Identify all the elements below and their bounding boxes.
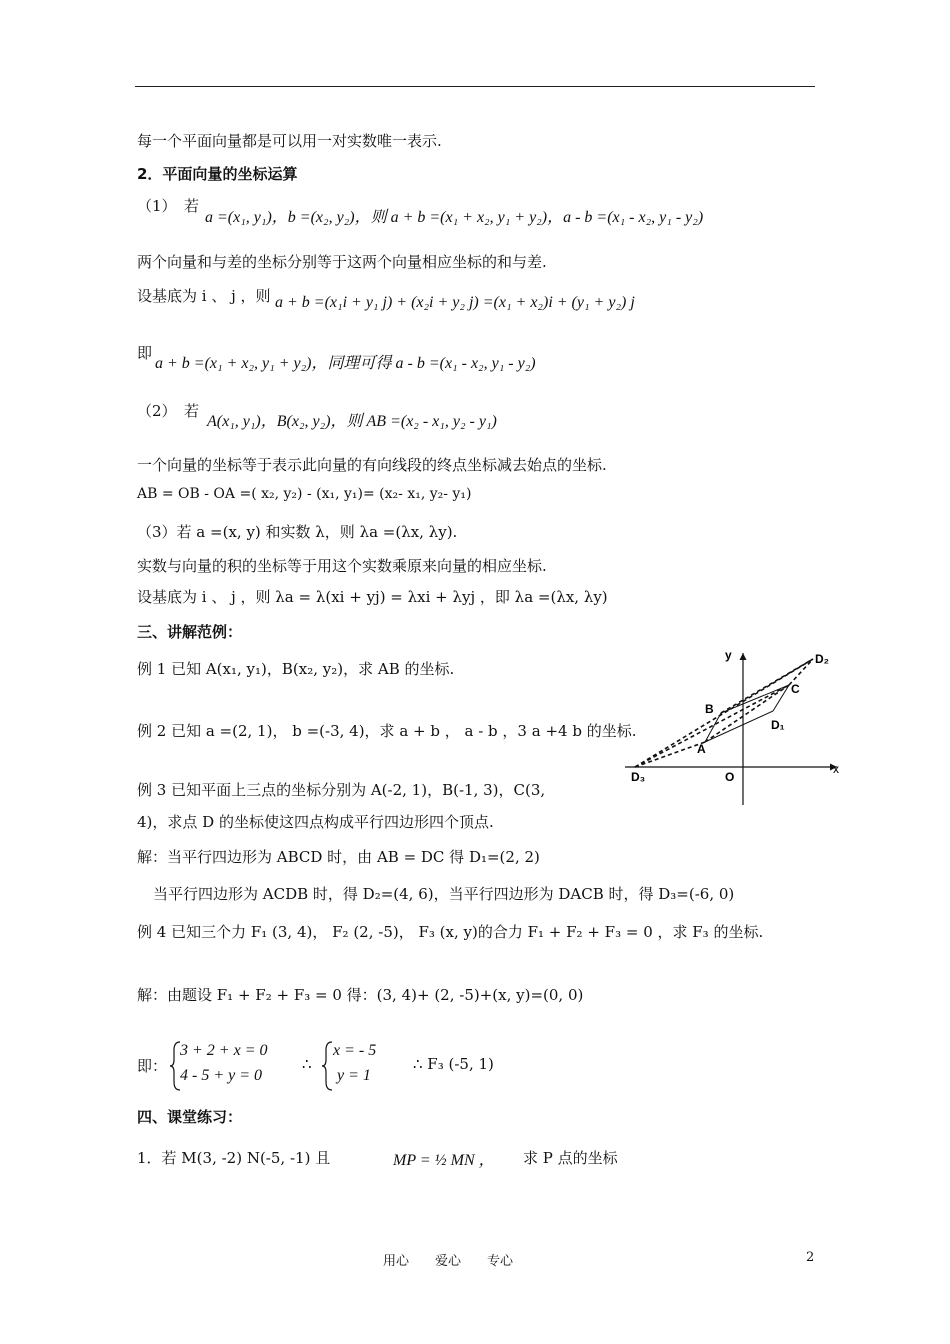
point-label-d2: D₂ <box>815 652 829 666</box>
point-label-d3: D₃ <box>631 770 646 784</box>
dashed-line <box>635 742 705 767</box>
example: 例 4 已知三个力 F₁ (3, 4)， F₂ (2, -5)， F₃ (x, y)的合力 F₁ + F₂ + F₃ = 0 ，求 F₃ 的坐标. <box>137 923 764 941</box>
dashed-line <box>635 685 789 767</box>
text-line: 即： <box>137 1057 168 1075</box>
point-label-a: A <box>697 742 706 756</box>
solution: 解：当平行四边形为 ABCD 时，由 AB = DC 得 D₁=(2, 2) <box>137 848 540 866</box>
axis-x-label: x <box>833 762 839 776</box>
origin-label: O <box>725 770 735 784</box>
formula: MP = ½ MN ， <box>393 1152 495 1169</box>
section-heading: 三、讲解范例： <box>137 623 243 641</box>
text-line: 即 <box>137 344 153 362</box>
example: 4)，求点 D 的坐标使这四点构成平行四边形四个顶点. <box>137 813 494 831</box>
footer-motto: 用心 爱心 专心 <box>383 1254 514 1269</box>
section-heading: 2．平面向量的坐标运算 <box>137 165 298 183</box>
text-line: 每一个平面向量都是可以用一对实数唯一表示. <box>137 132 442 150</box>
text-line: 两个向量和与差的坐标分别等于这两个向量相应坐标的和与差. <box>137 253 547 271</box>
equation: y = 1 <box>337 1067 371 1084</box>
example: 例 1 已知 A(x₁, y₁)，B(x₂, y₂)，求 AB 的坐标. <box>137 660 455 678</box>
solution: 当平行四边形为 ACDB 时，得 D₂=(4, 6)，当平行四边形为 DACB 时，得 D₃=(-6, 0) <box>153 885 735 903</box>
section-heading: 四、课堂练习： <box>137 1108 243 1126</box>
header-rule <box>135 86 815 87</box>
formula: AB = OB - OA =( x₂, y₂) - (x₁, y₁)= (x₂- x₁, y₂- y₁) <box>137 486 472 502</box>
solution: 解：由题设 F₁ + F₂ + F₃ = 0 得：(3, 4)+ (2, -5)+(x, y)=(0, 0) <box>137 986 584 1004</box>
formula: a =(x₁, y₁)，b =(x₂, y₂)，则 a + b =(x₁ + x₂, y₁ + y₂)，a - b =(x₁ - x₂, y₁ - y₂) <box>205 209 704 226</box>
text-line: （2） 若 <box>137 402 200 420</box>
result: ∴ F₃ (-5, 1) <box>413 1055 494 1073</box>
example: 例 2 已知 a =(2, 1)， b =(-3, 4)，求 a + b ， a - b ，3 a +4 b 的坐标. <box>137 722 637 740</box>
text-line: （1） 若 <box>137 197 200 215</box>
text-line: 设基底为 i 、 j ，则 λa = λ(xi + yj) = λxi + λyj ，即 λa =(λx, λy) <box>137 588 608 606</box>
text-line: 实数与向量的积的坐标等于用这个实数乘原来向量的相应坐标. <box>137 557 547 575</box>
exercise: 求 P 点的坐标 <box>523 1149 618 1167</box>
formula: A(x₁, y₁)，B(x₂, y₂)，则 AB =(x₂ - x₁, y₂ - y₁) <box>207 413 497 430</box>
text-line: （3）若 a =(x, y) 和实数 λ，则 λa =(λx, λy). <box>137 523 458 541</box>
page-number: 2 <box>806 1250 815 1265</box>
point-label-c: C <box>791 682 800 696</box>
equation: 4 - 5 + y = 0 <box>180 1067 263 1084</box>
text-line: 设基底为 i 、 j ，则 <box>137 287 271 305</box>
dashed-line <box>705 685 789 742</box>
dashed-line <box>635 659 813 767</box>
text-line: 一个向量的坐标等于表示此向量的有向线段的终点坐标减去始点的坐标. <box>137 456 607 474</box>
point-label-b: B <box>705 702 714 716</box>
formula: a + b =(x₁i + y₁ j) + (x₂i + y₂ j) =(x₁ + x₂)i + (y₁ + y₂) j <box>275 294 635 311</box>
parallelogram-figure <box>625 645 850 815</box>
example: 例 3 已知平面上三点的坐标分别为 A(-2, 1)，B(-1, 3)，C(3, <box>137 781 546 799</box>
exercise: 1．若 M(3, -2) N(-5, -1) 且 <box>137 1149 331 1167</box>
formula: a + b =(x₁ + x₂, y₁ + y₂)，同理可得 a - b =(x₁ - x₂, y₁ - y₂) <box>155 355 536 372</box>
point-label-d1: D₁ <box>771 718 785 732</box>
equation: 3 + 2 + x = 0 <box>180 1042 268 1059</box>
therefore-symbol: ∴ <box>302 1055 312 1073</box>
axis-y-label: y <box>725 648 732 662</box>
equation: x = - 5 <box>333 1042 377 1059</box>
